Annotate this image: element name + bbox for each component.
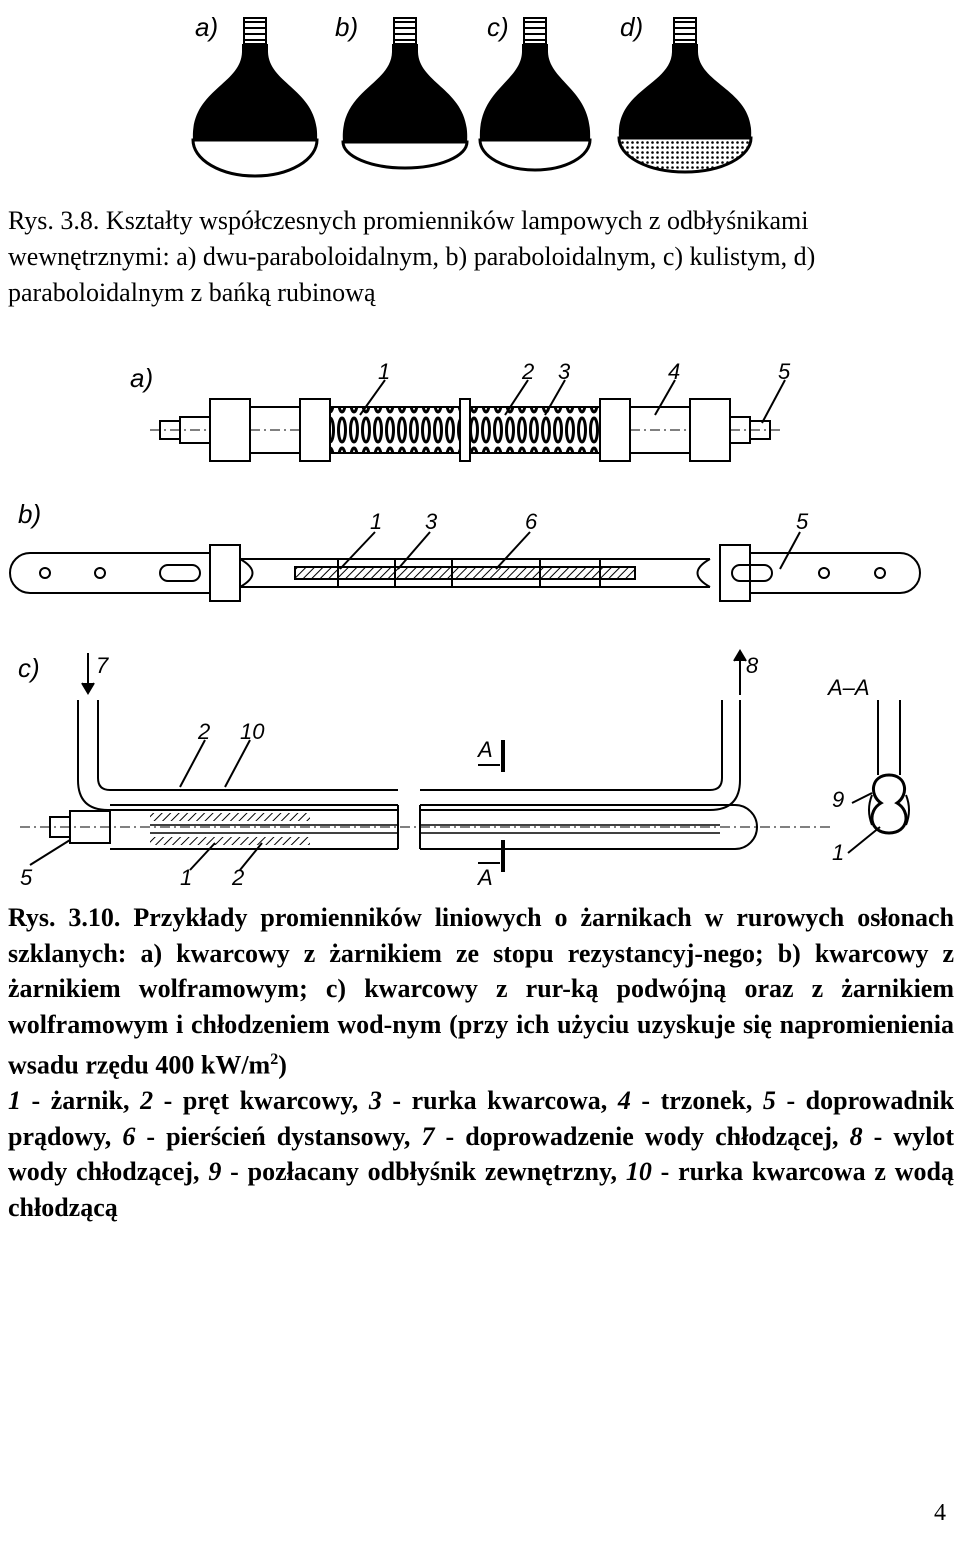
callout-c-7: 7: [96, 653, 109, 678]
page-number: 4: [934, 1500, 946, 1526]
legend-number-6: 6: [122, 1121, 136, 1151]
panel-a-coil-radiator: [130, 359, 791, 461]
callout-c-10: 10: [240, 719, 265, 744]
lamp-b: [335, 12, 467, 168]
panel-label-d: d): [620, 12, 644, 42]
callout-c-8: 8: [746, 653, 759, 678]
section-mark-top: A: [478, 737, 493, 762]
legend-number-1: 1: [8, 1086, 21, 1116]
legend-number-10: 10: [625, 1157, 652, 1187]
panel-label-a: a): [195, 12, 219, 42]
callout-a-2: 2: [522, 359, 535, 384]
caption-superscript: 2: [270, 1051, 279, 1068]
callout-a-4: 4: [668, 359, 681, 384]
lamp-a: [193, 12, 317, 176]
figure-3-8-caption: Rys. 3.8. Kształty współczesnych promienników lampowych z odbłyśnikami wewnętrznymi: a) dwu-paraboloidalnym, b) paraboloidalnym, c) kulistym, d) paraboloidalnym z bańką rubinową: [8, 206, 816, 307]
lamp-c: [480, 12, 590, 170]
panel-label-c: c): [487, 12, 509, 42]
legend-text-3: - rurka kwarcowa,: [381, 1086, 618, 1116]
panel-c-water-cooled-radiator: [18, 651, 909, 885]
callout-c-2b: 2: [232, 865, 245, 885]
callout-c-2: 2: [198, 719, 211, 744]
callout-c-1b: 1: [832, 840, 845, 865]
section-mark-bottom: A: [478, 865, 493, 885]
legend-text-1: - żarnik,: [21, 1086, 141, 1116]
callout-c-9: 9: [832, 787, 845, 812]
caption-legend: [8, 1086, 954, 1222]
callout-b-3: 3: [425, 509, 438, 534]
panel-label-b: b): [18, 499, 42, 529]
panel-label-c: c): [18, 653, 40, 683]
figure-3-8-lamps: [0, 0, 960, 200]
legend-number-9: 9: [208, 1157, 222, 1187]
legend-text-4: - trzonek,: [630, 1086, 763, 1116]
legend-number-4: 4: [617, 1086, 631, 1116]
caption-intro: Rys. 3.10. Przykłady promienników liniowych o żarnikach w rurowych osłonach szklanych: a) kwarcowy z żarnikiem ze stopu rezystancyj-nego; b) kwarcowy z żarnikiem wolframowym; c) kwarcowy z rur-ką podwójną oraz z żarnikiem wolframowym i chłodzeniem wod-nym (przy ich użyciu uzyskuje się napromienienia wsadu rzędu 400 kW/m: [8, 903, 954, 1080]
legend-text-7: - doprowadzenie wody chłodzącej,: [434, 1121, 850, 1151]
legend-text-9: - pozłacany odbłyśnik zewnętrzny,: [221, 1157, 626, 1187]
legend-text-8: - wylot wody chłodzącej,: [8, 1121, 954, 1187]
callout-c-1: 1: [180, 865, 193, 885]
caption-close: ): [278, 1050, 287, 1080]
legend-number-2: 2: [140, 1086, 154, 1116]
legend-number-3: 3: [368, 1086, 382, 1116]
panel-label-b: b): [335, 12, 359, 42]
legend-text-5: - doprowadnik prądowy,: [8, 1086, 955, 1151]
callout-a-3: 3: [558, 359, 571, 384]
lamp-d: [619, 12, 751, 172]
panel-b-tungsten-radiator: [10, 499, 920, 601]
figure-3-10-caption: [8, 900, 954, 1225]
callout-a-5: 5: [778, 359, 791, 384]
panel-label-a: a): [130, 363, 154, 393]
callout-b-1: 1: [370, 509, 383, 534]
legend-text-2: - pręt kwarcowy,: [153, 1086, 369, 1116]
legend-text-10: - rurka kwarcowa z wodą chłodzącą: [8, 1157, 954, 1222]
section-label: A–A: [828, 675, 870, 700]
callout-c-5: 5: [20, 865, 33, 885]
callout-b-5: 5: [796, 509, 809, 534]
callout-a-1: 1: [378, 359, 391, 384]
legend-number-5: 5: [762, 1086, 776, 1116]
callout-b-6: 6: [525, 509, 538, 534]
legend-number-8: 8: [849, 1121, 863, 1151]
legend-number-7: 7: [421, 1121, 435, 1151]
legend-text-6: - pierścień dystansowy,: [135, 1121, 422, 1151]
figure-3-10-linear-radiators: [0, 355, 960, 885]
